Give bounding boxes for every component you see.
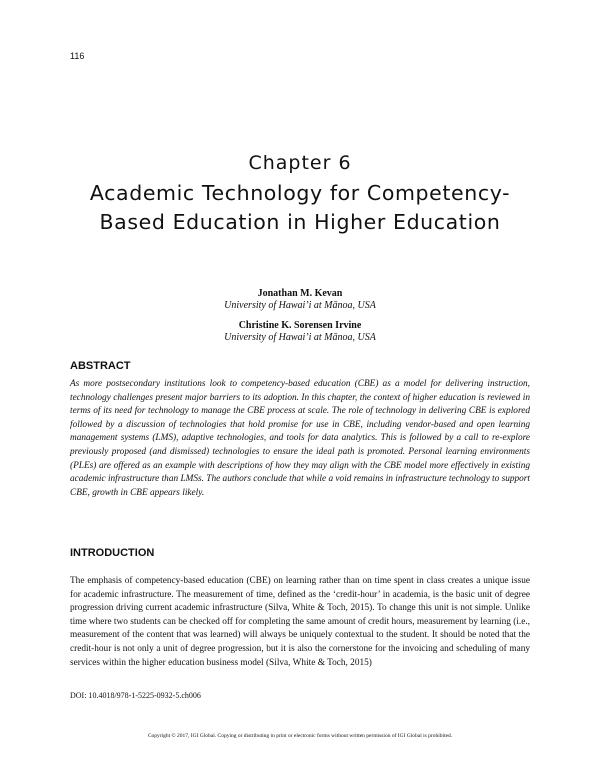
- abstract-text: As more postsecondary institutions look to competency-based education (CBE) as a model for delivering instruction, technology challenges present major barriers to its adoption. In this chapter, the context of higher education is reviewed in terms of its need for technology to manage the CBE process at scale. The role of technology in delivering CBE is explored followed by a discussion of technologies that hold promise for use in CBE, including vendor-based and open learning management systems (LMS), adaptive technologies, and tools for data analytics. This is followed by a call to re-explore previously proposed (and dismissed) technologies to ensure the ideal path is promoted. Personal learning environments (PLEs) are offered as an example with descriptions of how they may align with the CBE model more effectively in existing academic infrastructure than LMSs. The authors conclude that while a void remains in infrastructure technology to support CBE, growth in CBE appears likely.: [70, 379, 530, 498]
- author-affiliation: University of Hawai’i at Mānoa, USA: [224, 300, 376, 311]
- author-block: [0, 288, 600, 312]
- author-name: Jonathan M. Kevan: [257, 288, 343, 299]
- chapter-label: Chapter 6: [248, 152, 352, 174]
- page-number: 116: [70, 51, 85, 61]
- author-affiliation: University of Hawai’i at Mānoa, USA: [224, 332, 376, 343]
- author-name: Christine K. Sorensen Irvine: [238, 320, 362, 331]
- introduction-text: The emphasis of competency-based education (CBE) on learning rather than on time spent in class creates a unique issue for academic infrastructure. The measurement of time, defined as the ‘credit-hour’ in academia, is the basic unit of degree progression driving current academic infrastructure (Silva, White & Toch, 2015). To change this unit is not simple. Unlike time where two students can be checked off for completing the same amount of credit hours, measurement by learning (i.e., measurement of the content that was learned) will always be uniquely contextual to the student. It should be noted that the credit-hour is not only a unit of degree progression, but it is also the cornerstone for the invoicing and scheduling of many services within the higher education business model (Silva, White & Toch, 2015): [70, 576, 530, 668]
- abstract-heading: ABSTRACT: [70, 360, 131, 372]
- introduction-heading: INTRODUCTION: [70, 547, 155, 559]
- copyright-notice: Copyright © 2017, IGI Global. Copying or distributing in print or electronic forms without written permission of IGI Global is prohibited.: [147, 733, 453, 739]
- author-block: [0, 320, 600, 344]
- chapter-title: Academic Technology for Competency-Based Education in Higher Education: [89, 181, 511, 234]
- doi: DOI: 10.4018/978-1-5225-0932-5.ch006: [70, 691, 201, 700]
